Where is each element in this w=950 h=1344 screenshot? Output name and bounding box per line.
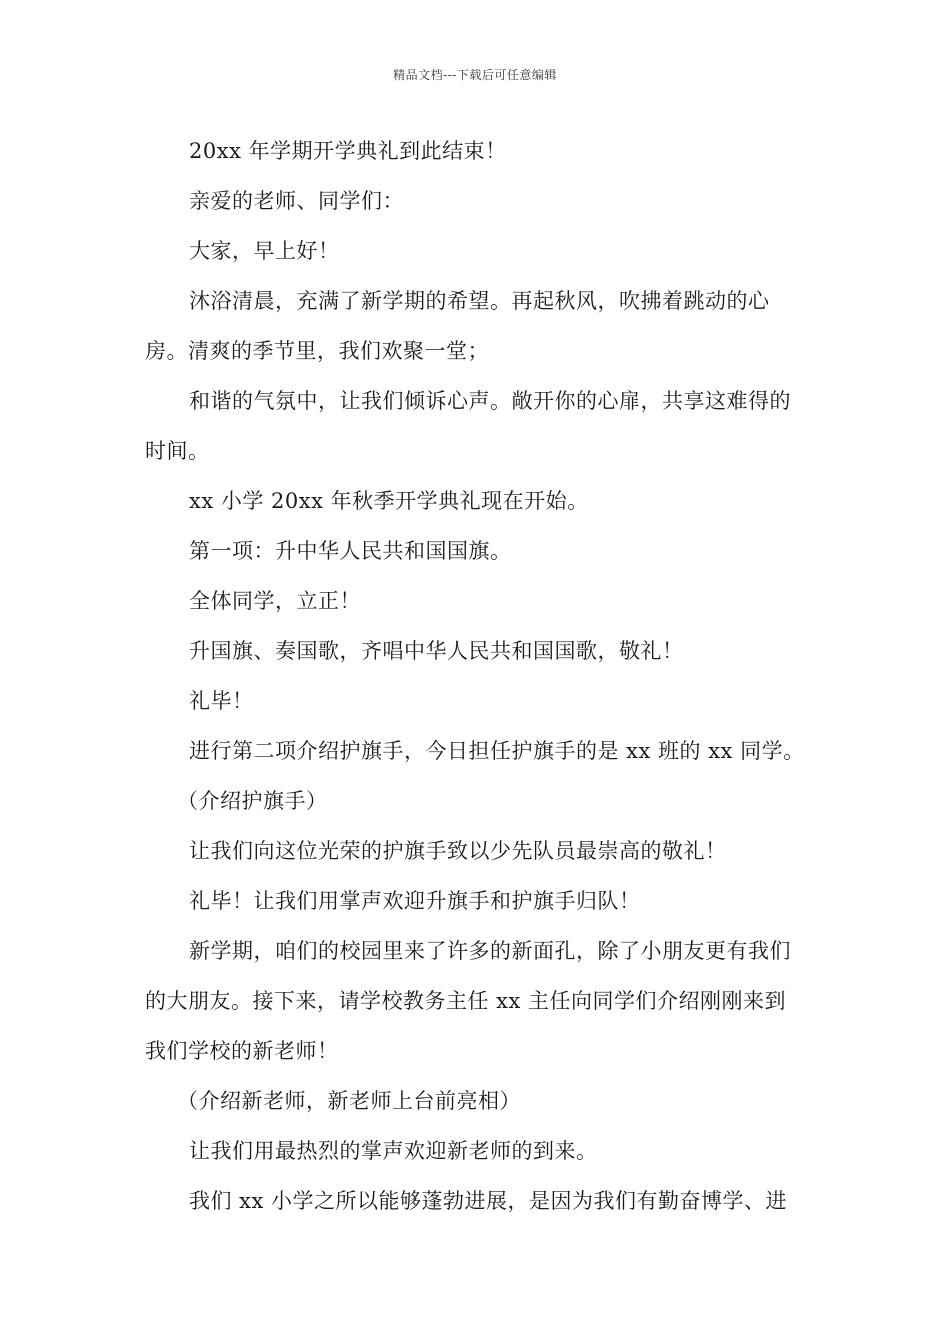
paragraph-stage-note-teachers: （介绍新老师，新老师上台前亮相） — [177, 1089, 521, 1113]
paragraph-harmony: 和谐的气氛中，让我们倾诉心声。敞开你的心扉，共享这难得的时间。 — [145, 389, 791, 463]
paragraph-school-progress: 我们 xx 小学之所以能够蓬勃进展，是因为我们有勤奋博学、进 — [189, 1189, 788, 1213]
paragraph-salute-done: 礼毕！ — [189, 689, 254, 713]
paragraph-flag-anthem: 升国旗、奏国歌，齐唱中华人民共和国国歌，敬礼！ — [189, 639, 684, 663]
paragraph-ceremony-start: xx 小学 20xx 年秋季开学典礼现在开始。 — [189, 489, 589, 513]
paragraph-item-one: 第一项：升中华人民共和国国旗。 — [189, 539, 512, 563]
paragraph-salute-guard: 让我们向这位光荣的护旗手致以少先队员最崇高的敬礼！ — [189, 839, 727, 863]
paragraph-good-morning: 大家，早上好！ — [189, 239, 340, 263]
paragraph-welcome-teachers: 让我们用最热烈的掌声欢迎新老师的到来。 — [189, 1139, 598, 1163]
paragraph-item-two: 进行第二项介绍护旗手，今日担任护旗手的是 xx 班的 xx 同学。 — [189, 739, 805, 763]
document-body — [145, 126, 807, 1226]
paragraph-stand-attention: 全体同学，立正！ — [189, 589, 361, 613]
paragraph-closing: 20xx 年学期开学典礼到此结束！ — [189, 139, 507, 163]
paragraph-new-faces: 新学期，咱们的校园里来了许多的新面孔，除了小朋友更有我们的大朋友。接下来，请学校教务主任 xx 主任向同学们介绍刚刚来到我们学校的新老师！ — [145, 939, 791, 1063]
paragraph-stage-note-flag-guard: （介绍护旗手） — [177, 789, 328, 813]
paragraph-morning-bath: 沐浴清晨，充满了新学期的希望。再起秋风，吹拂着跳动的心房。清爽的季节里，我们欢聚一堂； — [145, 289, 770, 363]
paragraph-welcome-back: 礼毕！让我们用掌声欢迎升旗手和护旗手归队！ — [189, 889, 641, 913]
paragraph-greeting: 亲爱的老师、同学们： — [189, 189, 404, 213]
page-header: 精品文档---下载后可任意编辑 — [393, 68, 557, 82]
